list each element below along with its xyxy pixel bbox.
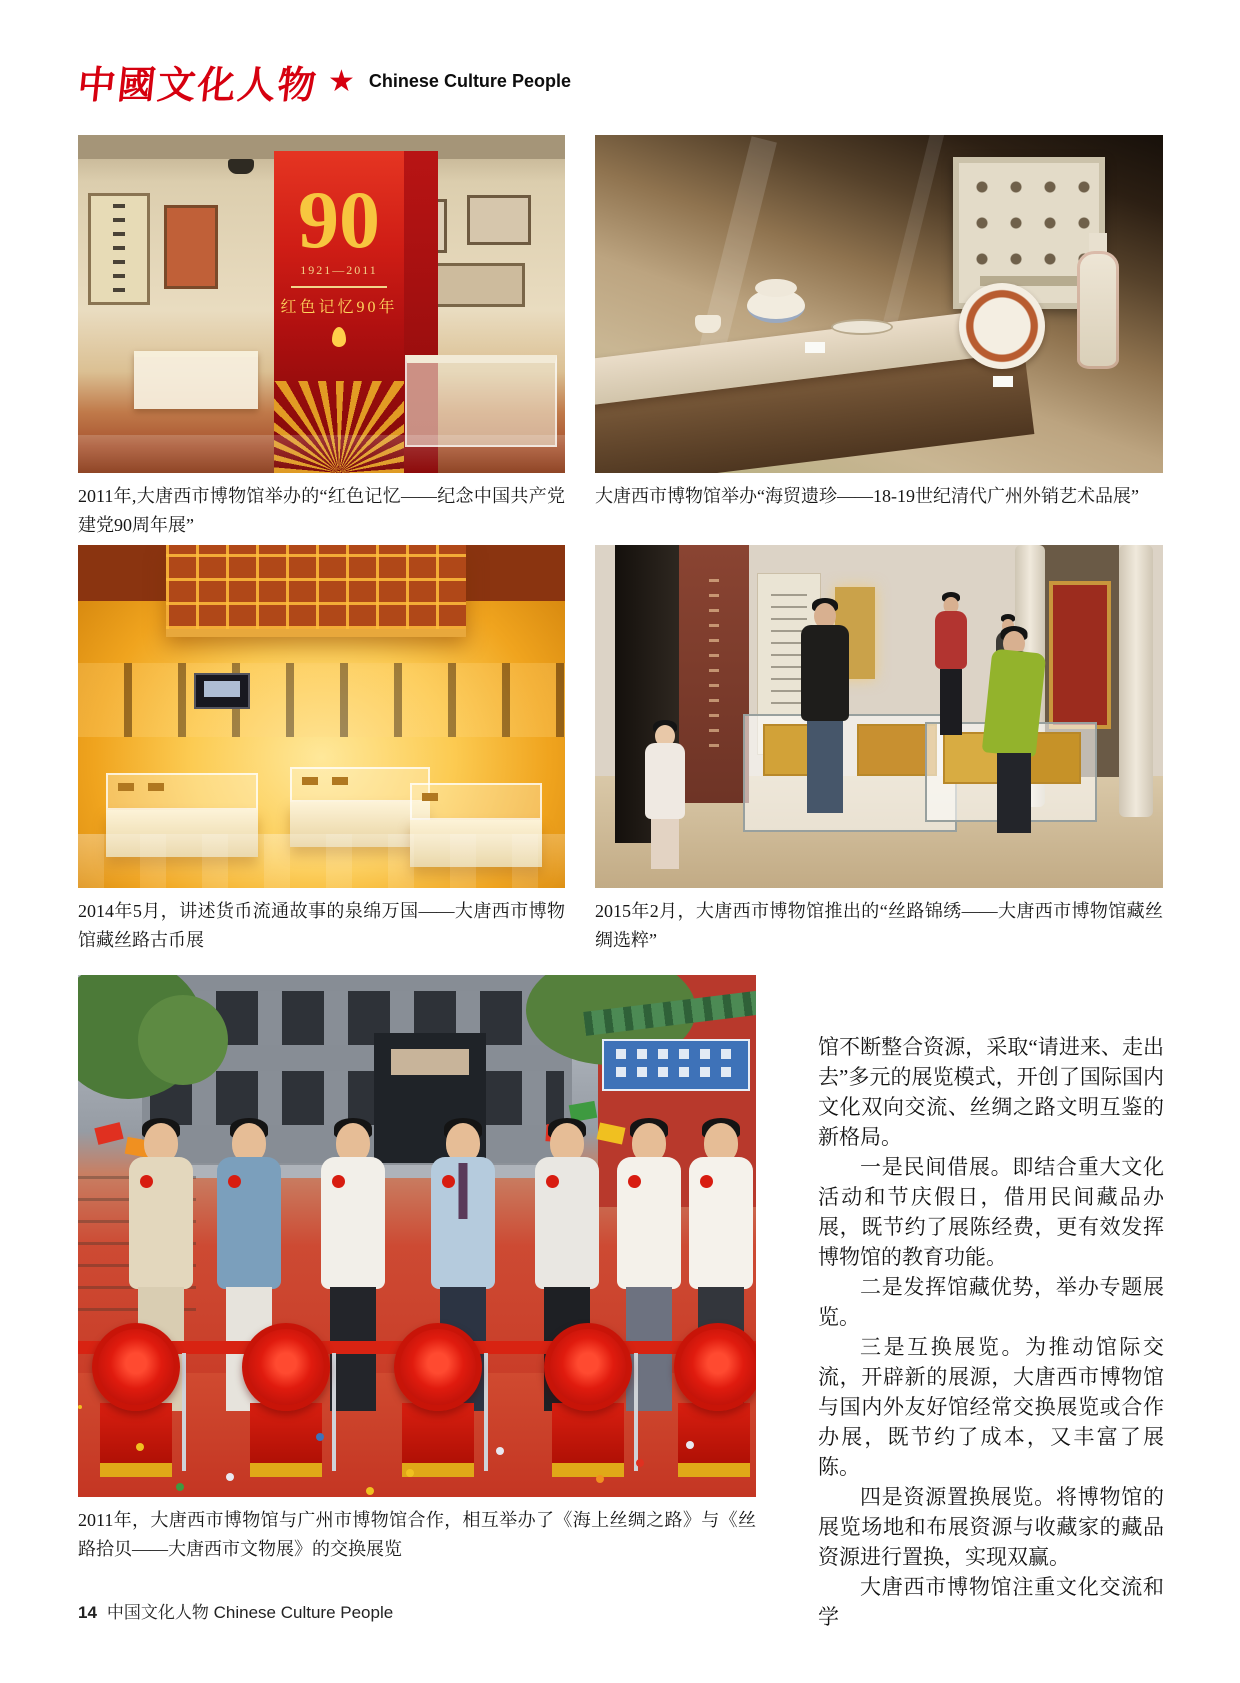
photo-caption-ribbon-cutting: 2011年，大唐西市博物馆与广州市博物馆合作，相互举办了《海上丝绸之路》与《丝路拾贝——大唐西市文物展》的交换展览	[78, 1510, 756, 1559]
page-footer	[78, 1598, 393, 1623]
gold-fringed-drape	[100, 1403, 172, 1477]
visitor-child	[639, 725, 691, 875]
gold-fringed-drape	[678, 1403, 750, 1477]
photo-caption-silk-exhibit: 2015年2月，大唐西市博物馆推出的“丝路锦绣——大唐西市博物馆藏丝绸选粹”	[595, 901, 1163, 950]
exhibit-pillar	[274, 151, 404, 473]
journal-name: 中国文化人物 Chinese Culture People	[106, 1603, 394, 1622]
figure-coin-exhibit	[78, 545, 565, 955]
magazine-masthead	[75, 54, 571, 109]
photo-ribbon-cutting-ceremony	[78, 975, 756, 1497]
wall-screen	[194, 673, 250, 709]
ceiling-panel	[466, 545, 565, 601]
ribbon-stand	[182, 1353, 186, 1471]
logo-chinese-calligraphy: 中國文化人物	[75, 65, 320, 107]
porcelain-cup	[695, 315, 721, 333]
ceiling-panel	[78, 545, 166, 601]
logo-english: Chinese Culture People	[368, 71, 571, 91]
gold-fringed-drape	[250, 1403, 322, 1477]
spot-lamp	[228, 159, 254, 174]
photo-caption-coin-exhibit: 2014年5月，讲述货币流通故事的泉绵万国——大唐西市博物馆藏丝路古币展	[78, 901, 565, 950]
pillar-divider	[291, 286, 387, 288]
photo-red-memory-exhibit	[78, 135, 565, 473]
article-paragraph: 二是发挥馆藏优势，举办专题展览。	[818, 1275, 1164, 1329]
figure-ribbon-cutting	[78, 975, 756, 1564]
glass-display-case	[405, 355, 557, 447]
pillar-exhibit-title: 红色记忆90年	[280, 299, 398, 316]
article-paragraph: 三是互换展览。为推动馆际交流，开辟新的展源，大唐西市博物馆与国内外友好馆经常交换展览或合作办展，既节约了成本，又丰富了展陈。	[818, 1335, 1164, 1479]
pillar-years: 1921—2011	[300, 263, 378, 277]
visitor-woman-red	[931, 597, 971, 747]
ribbon-rosette	[544, 1323, 632, 1411]
calligraphy-scroll	[88, 193, 150, 305]
exhibit-label-card	[805, 342, 825, 353]
ribbon-rosette	[394, 1323, 482, 1411]
ribbon-rosette	[92, 1323, 180, 1411]
wall-frame	[467, 195, 531, 245]
photo-caption-export-art: 大唐西市博物馆举办“海贸遗珍——18-19世纪清代广州外销艺术品展”	[595, 486, 1139, 506]
article-paragraph: 大唐西市博物馆注重文化交流和学	[818, 1575, 1164, 1629]
marble-column	[1119, 545, 1153, 817]
article-paragraph: 一是民间借展。即结合重大文化活动和节庆假日，借用民间藏品办展，既节约了展陈经费，更有效发挥博物馆的教育功能。	[818, 1155, 1164, 1269]
star-icon: ★	[328, 64, 355, 98]
pillar-number-90: 90	[298, 174, 380, 265]
ornate-ceiling-coffer	[166, 545, 466, 637]
article-paragraph: 馆不断整合资源，采取“请进来、走出去”多元的展览模式，开创了国际国内文化双向交流、丝绸之路文明互鉴的新格局。	[818, 1035, 1164, 1149]
floor-reflection	[78, 834, 565, 888]
red-display-panel	[1049, 581, 1111, 729]
ribbon-stand	[484, 1353, 488, 1471]
display-case	[134, 351, 258, 409]
ribbon-stand	[332, 1353, 336, 1471]
confetti	[78, 1405, 82, 1409]
article-text-column	[818, 1032, 1164, 1632]
porcelain-plate	[831, 319, 893, 335]
porcelain-tureen-lid	[755, 279, 797, 297]
visitor-man	[795, 603, 855, 833]
ribbon-stand	[634, 1353, 638, 1471]
figure-silk-exhibit	[595, 545, 1163, 955]
blue-banner-sign	[602, 1039, 750, 1091]
visitor-woman-green	[981, 631, 1047, 841]
floor-reflection	[78, 435, 565, 473]
photo-export-art-exhibit	[595, 135, 1163, 473]
wall-artwork	[164, 205, 218, 289]
torch-icon	[332, 327, 346, 347]
tree	[138, 995, 228, 1085]
gold-fringed-drape	[402, 1403, 474, 1477]
page-number: 14	[78, 1603, 97, 1622]
exhibit-label-card	[993, 376, 1013, 387]
gold-fringed-drape	[552, 1403, 624, 1477]
photo-coin-exhibit	[78, 545, 565, 888]
photo-silk-exhibit	[595, 545, 1163, 888]
porcelain-vase	[1077, 251, 1119, 369]
wall-display-band	[78, 663, 565, 737]
figure-red-memory-exhibit	[78, 135, 565, 540]
figure-export-art-exhibit	[595, 135, 1163, 511]
ribbon-rosette	[242, 1323, 330, 1411]
ribbon-rosette	[674, 1323, 756, 1411]
decorated-plate	[959, 283, 1045, 369]
photo-caption-red-memory: 2011年,大唐西市博物馆举办的“红色记忆——纪念中国共产党建党90周年展”	[78, 486, 565, 535]
article-paragraph: 四是资源置换展览。将博物馆的展览场地和布展资源与收藏家的藏品资源进行置换，实现双赢。	[818, 1485, 1164, 1569]
window-row	[150, 1071, 564, 1125]
